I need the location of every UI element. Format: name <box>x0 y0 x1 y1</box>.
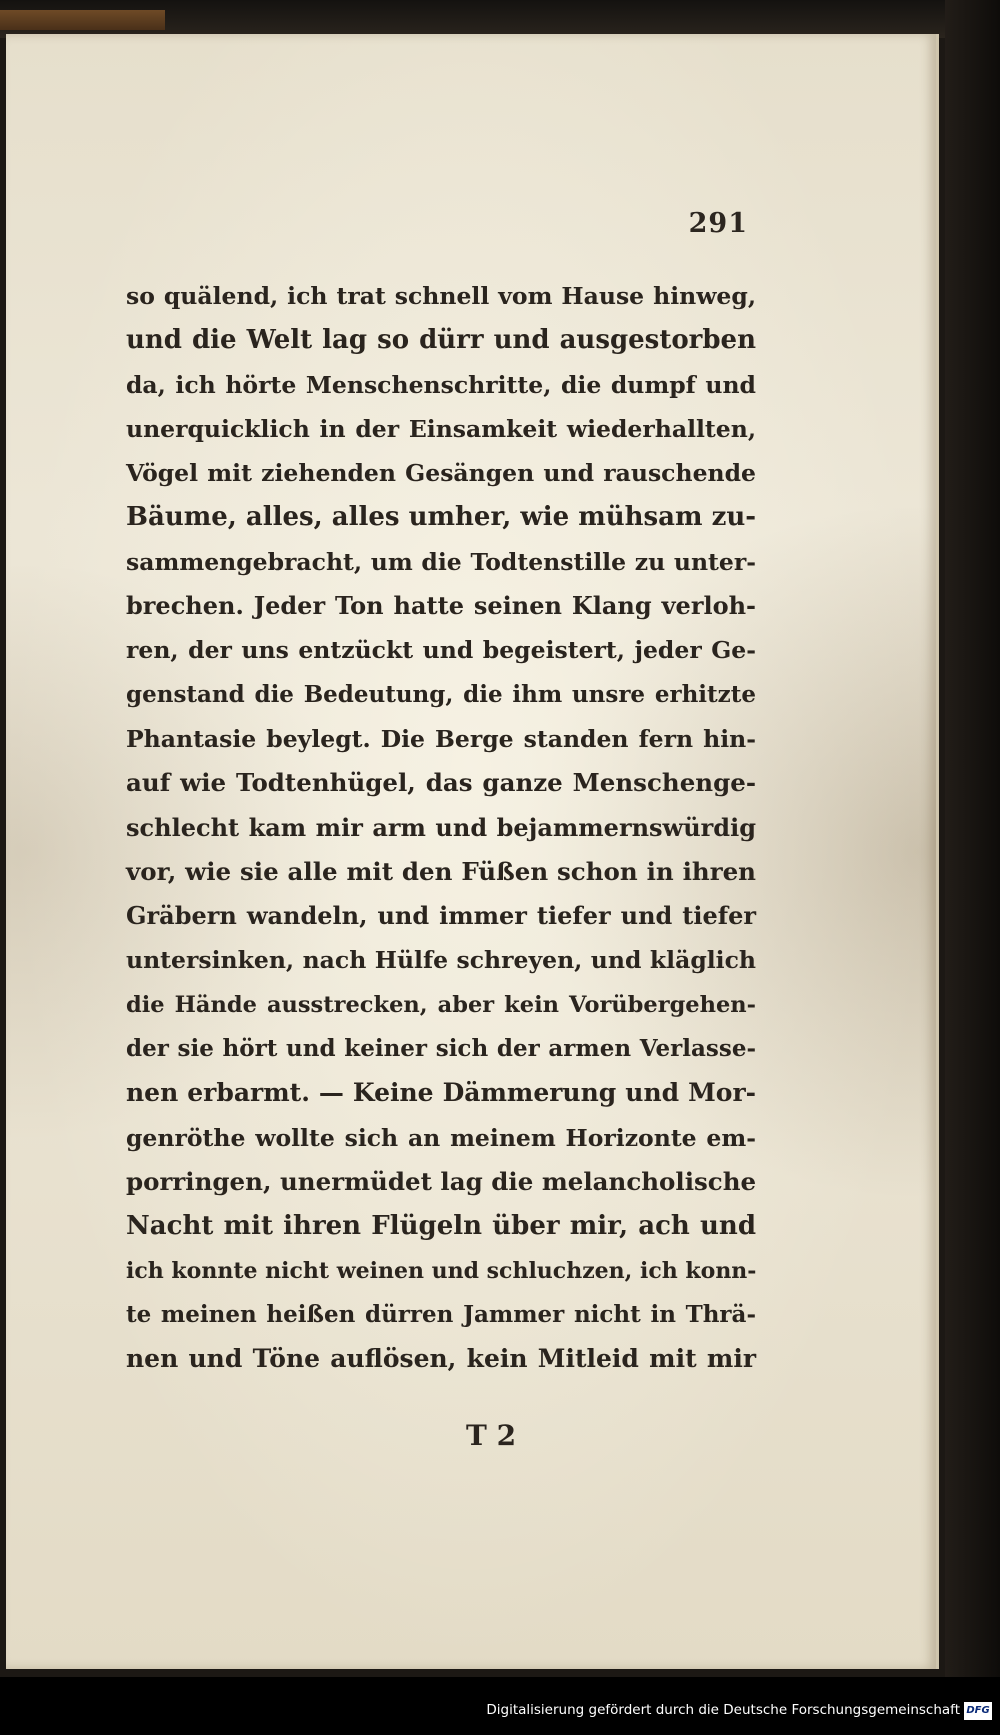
text-line: Phantasie beylegt. Die Berge standen fern hin- <box>126 724 756 753</box>
text-line: nen erbarmt. — Keine Dämmerung und Mor- <box>126 1078 756 1108</box>
text-line: die Hände ausstrecken, aber kein Vorübergehen- <box>126 991 756 1018</box>
text-line: te meinen heißen dürren Jammer nicht in Thrä- <box>126 1300 756 1328</box>
text-line: Gräbern wandeln, und immer tiefer und tiefer <box>126 901 756 931</box>
signature-mark: T 2 <box>466 1419 517 1452</box>
text-line: Bäume, alles, alles umher, wie mühsam zu- <box>126 502 757 533</box>
text-line: schlecht kam mir arm und bejammernswürdig <box>126 812 756 842</box>
bookmark-ribbon <box>0 10 165 30</box>
text-line: ren, der uns entzückt und begeistert, jeder Ge- <box>126 636 756 665</box>
text-line: untersinken, nach Hülfe schreyen, und kläglich <box>126 946 756 975</box>
text-line: unerquicklich in der Einsamkeit wiederhallten, <box>126 414 756 443</box>
text-line: brechen. Jeder Ton hatte seinen Klang verloh- <box>126 591 756 621</box>
text-line: porringen, unermüdet lag die melancholische <box>126 1166 757 1196</box>
text-line: und die Welt lag so dürr und ausgestorben <box>126 325 756 356</box>
text-line: vor, wie sie alle mit den Füßen schon in ihren <box>126 856 756 886</box>
text-line: der sie hört und keiner sich der armen Verlasse- <box>126 1035 756 1063</box>
book-page <box>6 34 939 1669</box>
text-line: genstand die Bedeutung, die ihm unsre erhitzte <box>126 680 756 708</box>
page-number: 291 <box>688 208 748 239</box>
text-line: auf wie Todtenhügel, das ganze Menschenge- <box>126 768 756 798</box>
text-line: ich konnte nicht weinen und schluchzen, ich konn- <box>126 1257 757 1284</box>
book-binding-edge <box>945 0 1000 1735</box>
footer-bar <box>0 1677 1000 1735</box>
text-line: da, ich hörte Menschenschritte, die dumpf und <box>126 370 756 399</box>
funding-credit: Digitalisierung gefördert durch die Deutsche Forschungsgemeinschaft <box>486 1702 960 1718</box>
text-line: Vögel mit ziehenden Gesängen und rauschende <box>126 459 756 488</box>
text-line: genröthe wollte sich an meinem Horizonte em- <box>126 1123 756 1152</box>
page-body-text <box>126 274 756 1381</box>
text-line: Nacht mit ihren Flügeln über mir, ach und <box>126 1211 756 1242</box>
dfg-logo-icon: DFG <box>964 1702 992 1720</box>
text-line: sammengebracht, um die Todtenstille zu unter- <box>126 547 756 576</box>
text-line: so quälend, ich trat schnell vom Hause hinweg, <box>126 282 756 310</box>
text-line: nen und Töne auflösen, kein Mitleid mit mir <box>126 1344 756 1374</box>
